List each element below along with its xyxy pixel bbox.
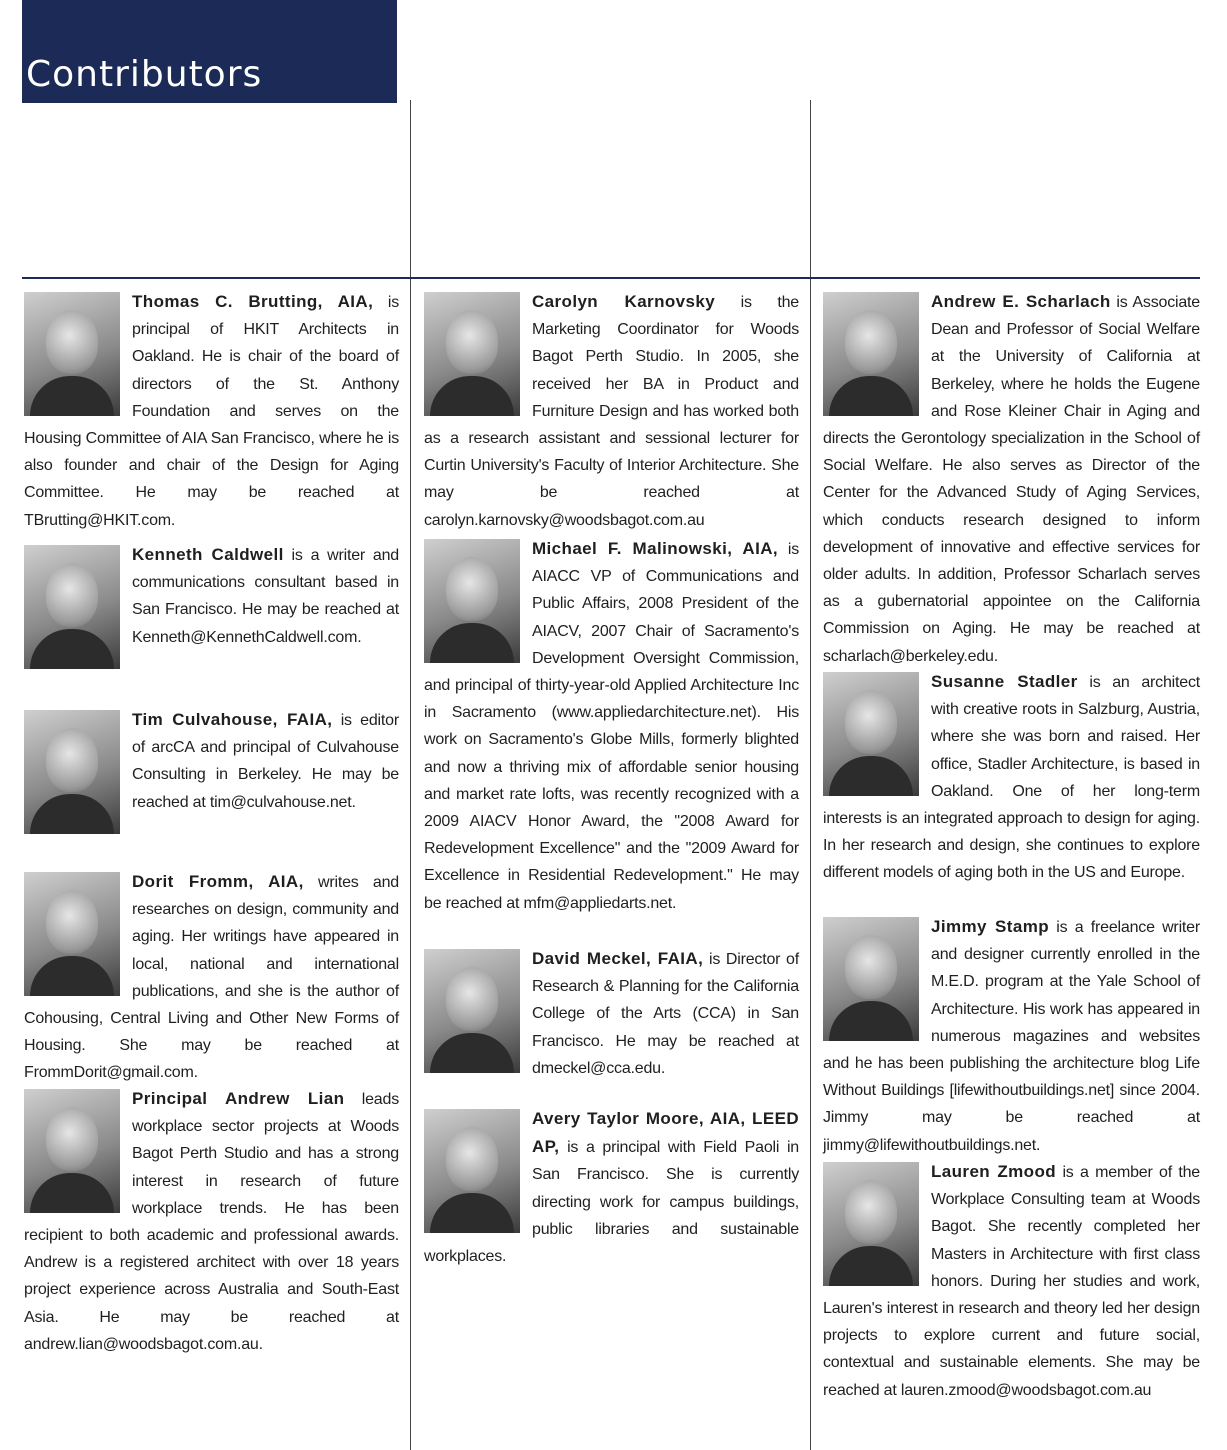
contributor-text: leads workplace sector projects at Woods Bagot Perth Studio and has a strong interest in research of future workplace trends. He has been recipient to both academic and professional awards. Andrew is a registered architect with over 18 years project experience across Australia and South-East Asia. He may be reached at andrew.lian@woodsbagot.com.au. [24,1091,399,1353]
contributor-text: is a principal with Field Paoli in San Francisco. She is currently directing work for campus buildings, public libraries and sustainable workplaces. [424,1139,799,1266]
contributor-photo [24,545,120,669]
contributor-text: is a member of the Workplace Consulting team at Woods Bagot. She recently completed her Masters in Architecture with first class honors. During her studies and work, Lauren's interest in research and theory led her design projects to explore current and future social, contextual and sustainable elements. She may be reached at lauren.zmood@woodsbagot.com.au [823,1164,1200,1399]
contributor-photo [424,539,520,663]
section-rule [22,277,1200,279]
contributor-name: Jimmy Stamp [931,917,1049,936]
contributor-photo [424,949,520,1073]
contributor-name: Thomas C. Brutting, AIA, [132,292,374,311]
column-1 [24,280,399,1358]
contributor-text: is a freelance writer and designer currently enrolled in the M.E.D. program at the Yale School of Architecture. His work has appeared in numerous magazines and websites and he has been publishing the architecture blog Life Without Buildings [lifewithoutbuildings.net] since 2004. Jimmy may be reached at jimmy@lifewithoutbuildings.net. [823,919,1200,1154]
column-divider [410,100,411,1450]
contributor-bio [24,1077,399,1358]
contributor-name: Carolyn Karnovsky [532,292,716,311]
contributor-text: is AIACC VP of Communications and Public Affairs, 2008 President of the AIACV, 2007 Chair of Sacramento's Development Oversight Commission, and principal of thirty-year-old Applied Architecture Inc in Sacramento (www.appliedarchitecture.net). His work on Sacramento's Globe Mills, formerly blighted and now a thriving mix of affordable senior housing and market rate lofts, was recently recognized with a 2009 AIACV Honor Award, the "2008 Award for Redevelopment Excellence" and the "2009 Award for Excellence in Residential Redevelopment." He may be reached at mfm@appliedarts.net. [424,541,799,912]
contributor-bio [823,280,1200,665]
contributor-name: Principal Andrew Lian [132,1089,345,1108]
contributor-bio [424,937,799,1097]
contributor-photo [424,292,520,416]
contributor-bio [424,1097,799,1270]
contributor-text: is a writer and communications consultant based in San Francisco. He may be reached at Kenneth@KennethCaldwell.com. [132,547,399,646]
contributor-bio [24,280,399,533]
contributor-name: Michael F. Malinowski, AIA, [532,539,779,558]
contributor-photo [24,1089,120,1213]
column-divider [810,100,811,1450]
contributor-photo [823,292,919,416]
contributor-photo [24,710,120,834]
contributor-photo [24,292,120,416]
contributor-text: is Director of Research & Planning for the California College of the Arts (CCA) in San Francisco. He may be reached at dmeckel@cca.edu. [532,951,799,1077]
contributor-name: Andrew E. Scharlach [931,292,1111,311]
contributor-text: is Associate Dean and Professor of Social Welfare at the University of California at Berkeley, where he holds the Eugene and Rose Kleiner Chair in Aging and directs the Gerontology specialization in the School of Social Welfare. He also serves as Director of the Center for the Advanced Study of Aging Services, which conducts research designed to inform development of innovative and effective services for older adults. In addition, Professor Scharlach serves as a gubernatorial appointee on the California Commission on Aging. He may be reached at scharlach@berkeley.edu. [823,294,1200,665]
contributor-text: is the Marketing Coordinator for Woods Bagot Perth Studio. In 2005, she received her BA in Product and Furniture Design and has worked both as a research assistant and sessional lecturer for Curtin University's Faculty of Interior Architecture. She may be reached at carolyn.karnovsky@woodsbagot.com.au [424,294,799,529]
contributor-photo [823,672,919,796]
contributor-bio [24,533,399,698]
contributor-text: is an architect with creative roots in Salzburg, Austria, where she was born and raised. Her office, Stadler Architecture, is based in Oakland. One of her long-term interests is an integrated approach to design for aging. In her research and design, she continues to explore different models of aging both in the US and Europe. [823,674,1200,882]
contributor-bio [424,280,799,527]
contributor-text: writes and researches on design, community and aging. Her writings have appeared in local, national and international publications, and she is the author of Cohousing, Central Living and Other New Forms of Housing. She may be reached at FrommDorit@gmail.com. [24,874,399,1082]
contributor-bio [24,698,399,860]
contributor-text: is principal of HKIT Architects in Oakland. He is chair of the board of directors of the St. Anthony Foundation and serves on the Housing Committee of AIA San Francisco, where he is also founder and chair of the Design for Aging Committee. He may be reached at TBrutting@HKIT.com. [24,294,399,529]
contributor-bio [24,860,399,1082]
contributor-name: Kenneth Caldwell [132,545,284,564]
contributor-bio [823,1150,1200,1404]
contributor-bio [823,905,1200,1154]
contributor-text: is editor of arcCA and principal of Culvahouse Consulting in Berkeley. He may be reached at tim@culvahouse.net. [132,712,399,811]
contributor-name: Susanne Stadler [931,672,1078,691]
contributor-photo [24,872,120,996]
contributor-photo [424,1109,520,1233]
header-band [22,0,397,103]
contributor-name: Avery Taylor Moore, AIA, LEED AP, [532,1109,799,1157]
column-3 [823,280,1200,1404]
contributor-name: Dorit Fromm, AIA, [132,872,304,891]
contributor-photo [823,1162,919,1286]
contributor-name: Lauren Zmood [931,1162,1057,1181]
column-2 [424,280,799,1270]
contributor-name: Tim Culvahouse, FAIA, [132,710,333,729]
contributor-bio [823,660,1200,905]
page-title: Contributors [26,54,263,95]
contributor-photo [823,917,919,1041]
contributor-bio [424,527,799,937]
contributor-name: David Meckel, FAIA, [532,949,704,968]
